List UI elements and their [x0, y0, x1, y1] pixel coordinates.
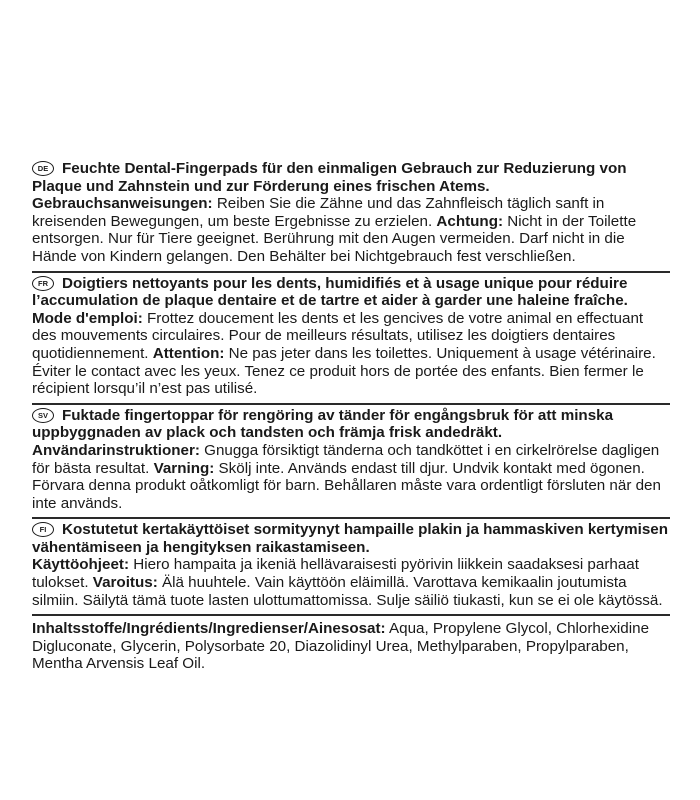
warning-label-de: Achtung:	[436, 212, 504, 230]
headline-de-text: Feuchte Dental-Fingerpads für den einmaligen Gebrauch zur Reduzierung von Plaque und Zahnstein und zur Förderung eines frischen Atems.	[32, 160, 627, 195]
warning-text-fr: Ne pas jeter dans les toilettes. Uniquement à usage vétérinaire. Éviter le contact avec les yeux. Tenez ce produit hors de portée des enfants. Bien fermer le récipient lorsqu’il n’est pas utilisé.	[32, 344, 656, 398]
language-badge-sv: SV	[32, 408, 54, 423]
instructions-text-sv: Gnugga försiktigt tänderna och tandköttet i en cirkelrörelse dagligen för bästa resultat.	[32, 441, 660, 477]
instructions-label-de: Gebrauchsanweisungen:	[32, 195, 213, 213]
language-badge-fi: FI	[32, 522, 54, 537]
headline-sv-text: Fuktade fingertoppar för rengöring av tänder för engångsbruk för att minska uppbyggnaden av plack och tandsten och främja frisk andedräkt.	[32, 406, 614, 442]
ingredients-text: Aqua, Propylene Glycol, Chlorhexidine Digluconate, Glycerin, Polysorbate 20, Diazolidinyl Urea, Methylparaben, Propylparaben, Mentha Arvensis Leaf Oil.	[32, 620, 650, 673]
language-badge-de: DE	[32, 161, 54, 176]
warning-label-fr: Attention:	[152, 344, 225, 362]
headline-fi-text: Kostutetut kertakäyttöiset sormityynyt hampaille plakin ja hammaskiven kertymisen vähentämiseen ja hengityksen raikastamiseen.	[32, 521, 669, 556]
headline-fr	[32, 275, 628, 310]
section-fr	[32, 273, 670, 405]
headline-fi	[32, 521, 668, 556]
product-label-text	[32, 158, 670, 678]
section-ingredients	[32, 616, 670, 678]
headline-de	[32, 160, 627, 195]
section-sv	[32, 405, 670, 520]
section-fi	[32, 519, 670, 616]
ingredients-label: Inhaltsstoffe/Ingrédients/Ingredienser/Ainesosat:	[32, 620, 386, 638]
language-badge-fr: FR	[32, 276, 54, 291]
warning-label-sv: Varning:	[153, 459, 215, 477]
section-de	[32, 158, 670, 273]
instructions-text-de: Reiben Sie die Zähne und das Zahnfleisch täglich sanft in kreisenden Bewegungen, um beste Ergebnisse zu erzielen.	[32, 195, 605, 230]
warning-text-sv: Skölj inte. Används endast till djur. Undvik kontakt med ögonen. Förvara denna produkt oåtkomligt för barn. Behållaren måste vara ordentligt försluten när den inte används.	[32, 459, 661, 512]
instructions-label-fi: Käyttöohjeet:	[32, 556, 130, 574]
warning-label-fi: Varoitus:	[92, 574, 158, 592]
warning-text-fi: Älä huuhtele. Vain käyttöön eläimillä. Varottava kemikaalin joutumista silmiin. Säilytä tämä tuote lasten ulottumattomissa. Sulje säiliö tiukasti, kun se ei ole käytössä.	[32, 574, 663, 609]
warning-text-de: Nicht in der Toilette entsorgen. Nur für Tiere geeignet. Berührung mit den Augen vermeiden. Darf nicht in die Hände von Kindern gelangen. Den Behälter bei Nichtgebrauch fest verschließen.	[32, 212, 637, 265]
instructions-text-fi: Hiero hampaita ja ikeniä hellävaraisesti pyörivin liikkein saadaksesi parhaat tulokset.	[32, 556, 639, 592]
headline-fr-text: Doigtiers nettoyants pour les dents, humidifiés et à usage unique pour réduire l’accumulation de plaque dentaire et de tartre et aider à garder une haleine fraîche.	[32, 274, 628, 310]
headline-sv	[32, 407, 613, 442]
instructions-text-fr: Frottez doucement les dents et les gencives de votre animal en effectuant des mouvements circulaires. Pour de meilleurs résultats, utilisez les doigtiers dentaires quotidiennement.	[32, 309, 644, 362]
instructions-label-sv: Användarinstruktioner:	[32, 441, 200, 459]
instructions-label-fr: Mode d'emploi:	[32, 309, 143, 327]
